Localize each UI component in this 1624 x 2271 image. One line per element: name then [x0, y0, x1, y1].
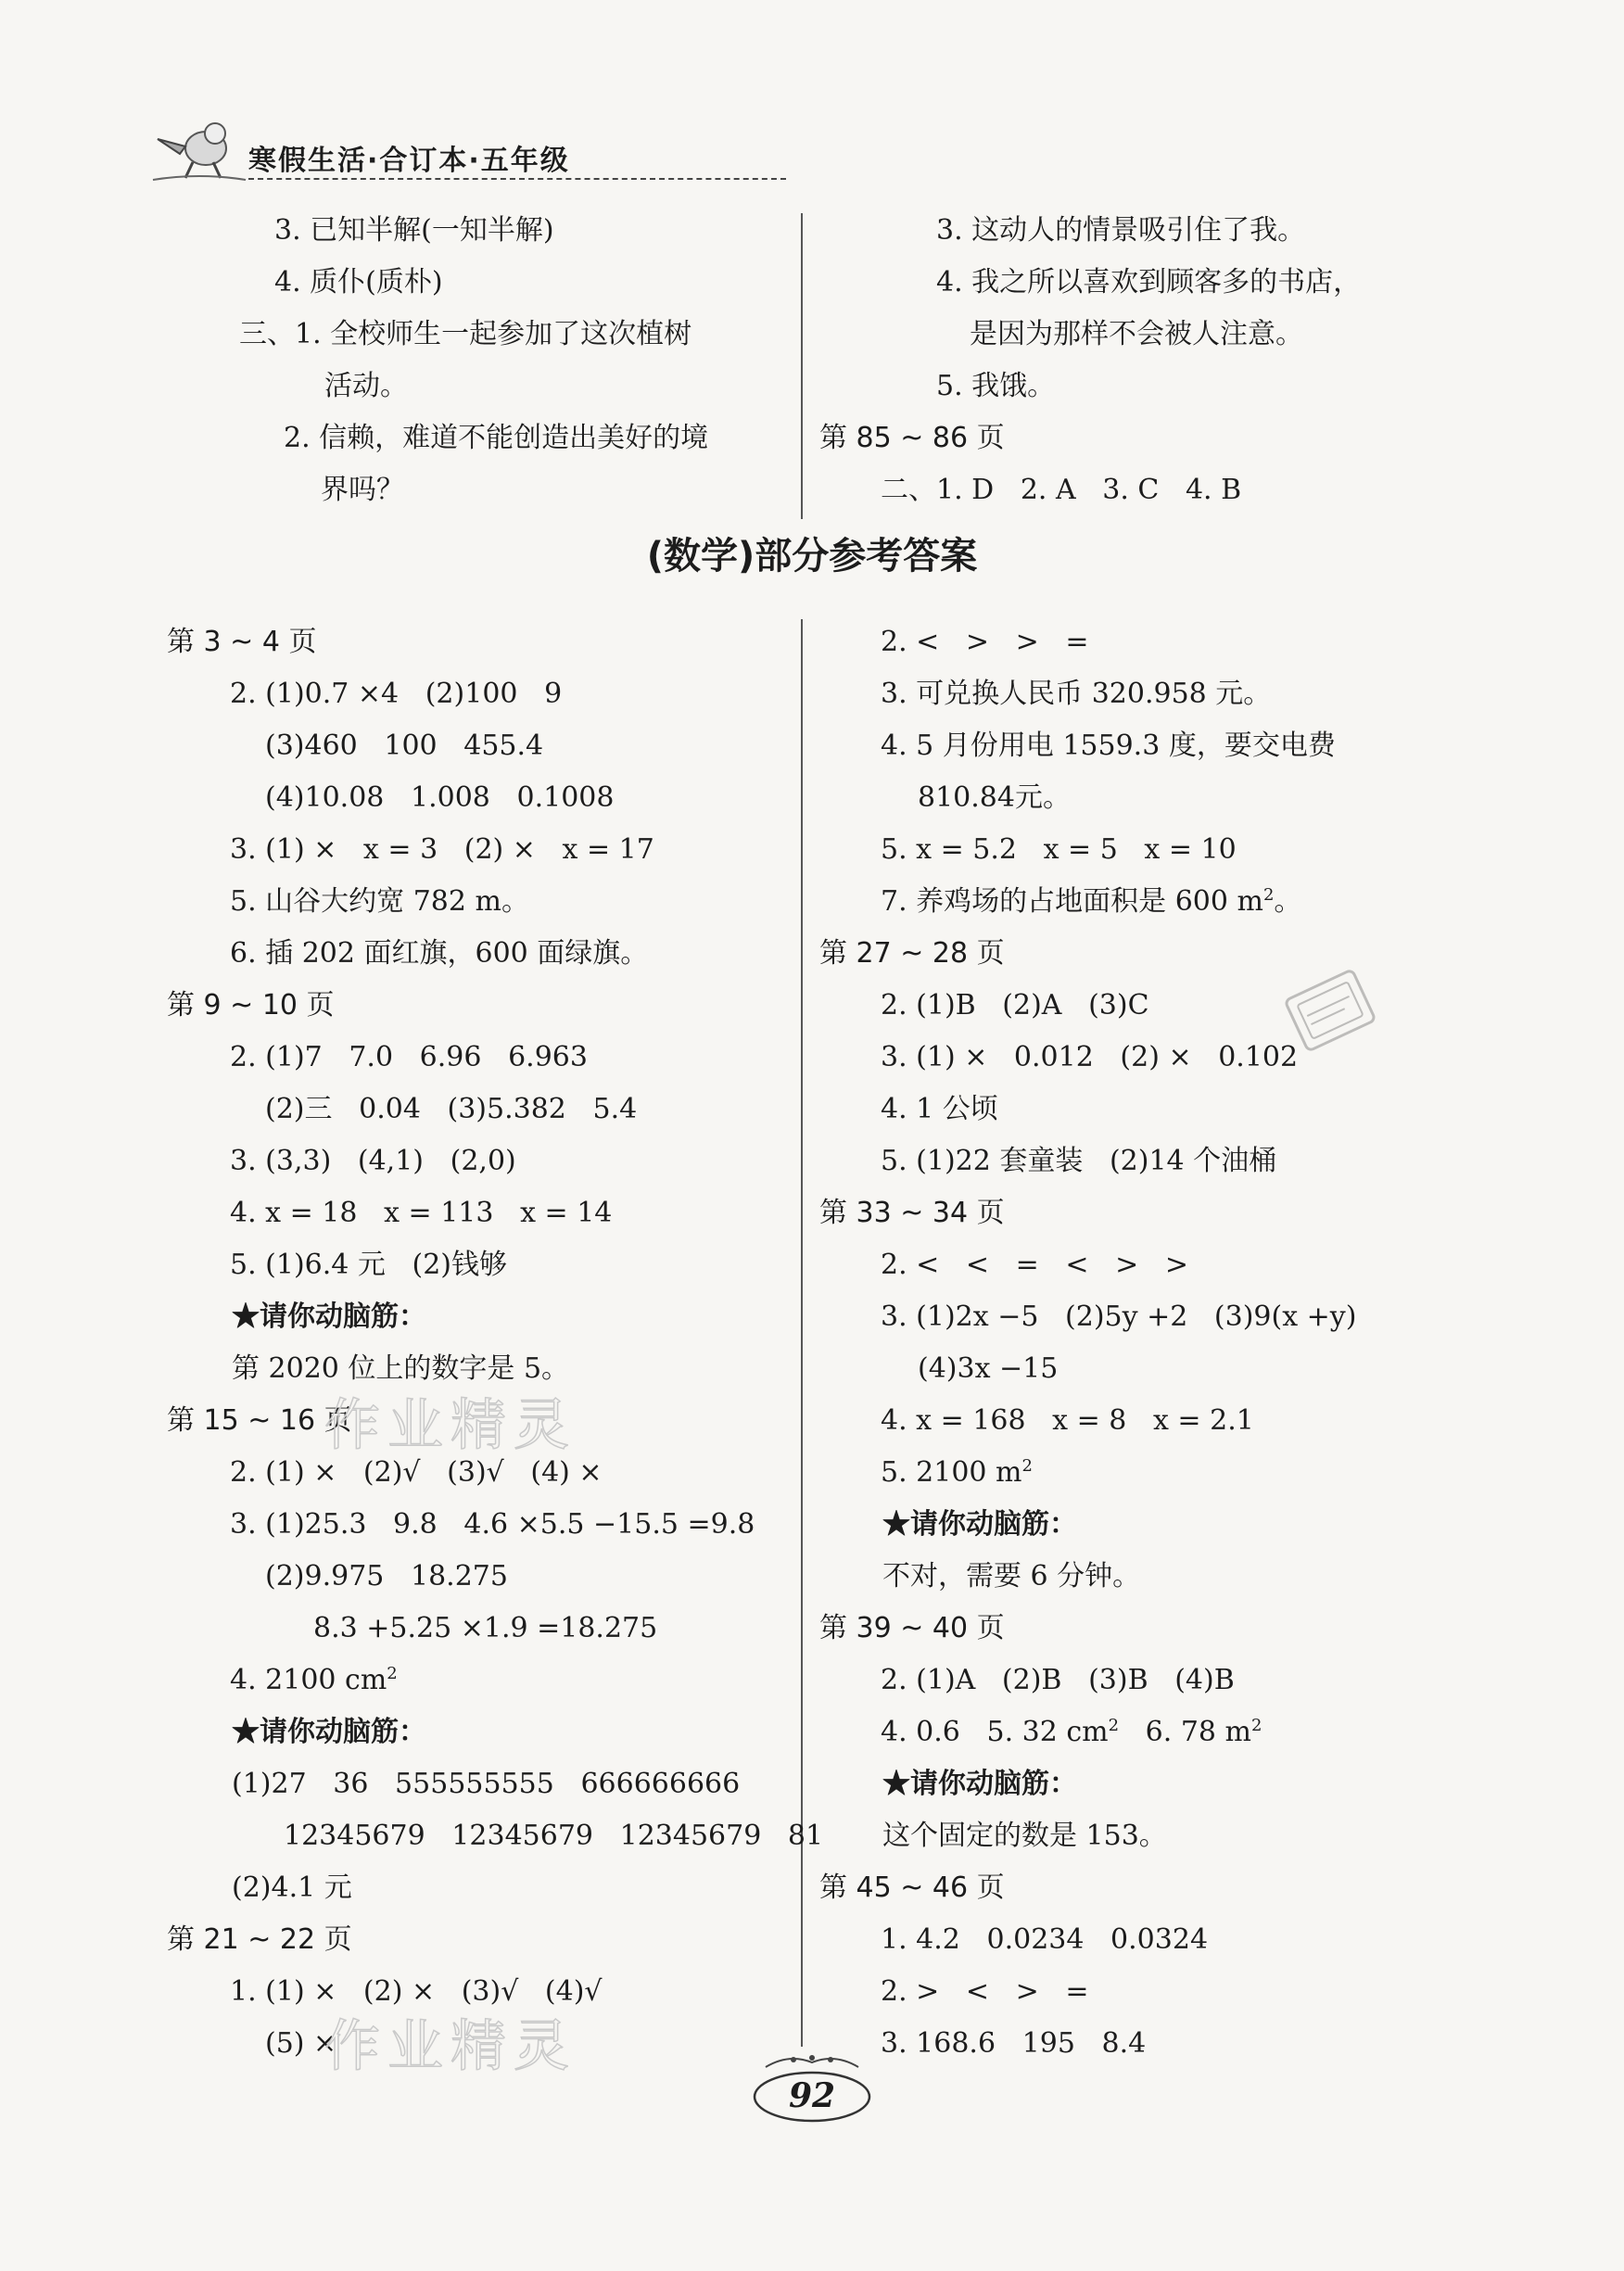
brain-teaser-label: ★请你动脑筋： — [882, 1768, 1077, 1800]
answer-line: 5. (1)22 套童装 (2)14 个油桶 — [881, 1145, 1277, 1177]
watermark: 作业精灵 — [324, 2014, 577, 2079]
answer-line: 1. 4.2 0.0234 0.0324 — [881, 1923, 1209, 1956]
answer-line: 2. 信赖，难道不能创造出美好的境 — [284, 422, 709, 454]
answer-line: 4. 0.6 5. 32 $cm^2$ 6. 78 $m^2$ — [881, 1716, 1262, 1748]
answer-line: 5. (1)6.4 元 (2)钱够 — [230, 1249, 508, 1281]
answer-line: 4. 2100 $cm^2$ — [230, 1664, 398, 1696]
answer-line: 2. (1)A (2)B (3)B (4)B — [881, 1664, 1235, 1696]
answer-line: 3. 已知半解(一知半解) — [274, 214, 554, 247]
brain-teaser-label: ★请你动脑筋： — [232, 1300, 426, 1333]
page-heading: 第 3 ~ 4 页 — [167, 626, 317, 658]
answer-line: 二、1. D 2. A 3. C 4. B — [881, 474, 1242, 506]
stamp-logo — [1279, 959, 1381, 1061]
answer-line: 3. 这动人的情景吸引住了我。 — [936, 214, 1306, 247]
answer-line: 2. < < = < > > — [881, 1249, 1189, 1281]
answer-line: 3. (3,3) (4,1) (2,0) — [230, 1145, 516, 1177]
answer-line: 4. x = 18 x = 113 x = 14 — [230, 1197, 613, 1229]
answer-line: 4. 5 月份用电 1559.3 度，要交电费 — [881, 730, 1336, 762]
answer-line: 2. < > > = — [881, 626, 1089, 658]
answer-line: 3. (1)2x −5 (2)5y +2 (3)9(x +y) — [881, 1300, 1357, 1333]
answer-line: 3. (1)25.3 9.8 4.6 ×5.5 −15.5 =9.8 — [230, 1508, 755, 1541]
answer-line: 不对，需要 6 分钟。 — [882, 1560, 1141, 1592]
answer-line: 6. 插 202 面红旗，600 面绿旗。 — [230, 937, 649, 970]
answer-line: 2. > < > = — [881, 1975, 1089, 2008]
answer-line: 2. (1) × (2)√ (3)√ (4) × — [230, 1456, 603, 1489]
answer-line: 810.84元。 — [918, 781, 1071, 814]
answer-line: 4. 1 公顷 — [881, 1093, 998, 1125]
page-header — [148, 111, 649, 185]
answer-line: 这个固定的数是 153。 — [882, 1820, 1167, 1852]
answer-line: 5. 2100 $m^2$ — [881, 1456, 1033, 1489]
page-number-text: 92 — [788, 2076, 836, 2115]
answer-line: 5. 山谷大约宽 782 m。 — [230, 885, 529, 918]
answer-line: 3. (1) × x = 3 (2) × x = 17 — [230, 833, 654, 866]
answer-line: (4)3x −15 — [918, 1352, 1059, 1385]
answer-line: (1)27 36 555555555 666666666 — [232, 1768, 741, 1800]
answer-line: (4)10.08 1.008 0.1008 — [265, 781, 615, 814]
answer-line: 5. 我饿。 — [936, 370, 1056, 402]
answer-line: 1. (1) × (2) × (3)√ (4)√ — [230, 1975, 603, 2008]
answer-line: 2. (1)0.7 ×4 (2)100 9 — [230, 678, 563, 710]
answer-line: 活动。 — [324, 370, 408, 402]
answer-line: 第 2020 位上的数字是 5。 — [232, 1352, 570, 1385]
page-heading: 第 85 ~ 86 页 — [819, 422, 1005, 454]
brain-teaser-label: ★请你动脑筋： — [232, 1716, 426, 1748]
watermark: 作业精灵 — [324, 1393, 577, 1458]
answer-line: (2)4.1 元 — [232, 1871, 352, 1904]
answer-line: 三、1. 全校师生一起参加了这次植树 — [239, 318, 692, 350]
page-number — [738, 2049, 886, 2132]
answer-line: 5. x = 5.2 x = 5 x = 10 — [881, 833, 1237, 866]
answer-line: 4. 质仆(质朴) — [274, 266, 443, 298]
page-heading: 第 9 ~ 10 页 — [167, 989, 335, 1021]
answer-line: (2)9.975 18.275 — [265, 1560, 508, 1592]
answer-line: 3. 可兑换人民币 320.958 元。 — [881, 678, 1272, 710]
header-rule — [248, 178, 786, 180]
answer-line: 4. 我之所以喜欢到顾客多的书店， — [936, 266, 1362, 298]
page-heading: 第 39 ~ 40 页 — [819, 1612, 1005, 1644]
page-heading: 第 15 ~ 16 页 — [167, 1404, 352, 1437]
page-heading: 第 27 ~ 28 页 — [819, 937, 1005, 970]
section-title: (数学)部分参考答案 — [646, 535, 978, 577]
answer-line: 8.3 +5.25 ×1.9 =18.275 — [313, 1612, 658, 1644]
answer-line: 4. x = 168 x = 8 x = 2.1 — [881, 1404, 1254, 1437]
answer-line: 2. (1)7 7.0 6.96 6.963 — [230, 1041, 588, 1073]
answer-line: (3)460 100 455.4 — [265, 730, 544, 762]
answer-line: 界吗？ — [321, 474, 404, 506]
answer-line: (2)三 0.04 (3)5.382 5.4 — [265, 1093, 638, 1125]
answer-line: 3. (1) × 0.012 (2) × 0.102 — [881, 1041, 1299, 1073]
answer-line: 3. 168.6 195 8.4 — [881, 2027, 1147, 2060]
page-heading: 第 33 ~ 34 页 — [819, 1197, 1005, 1229]
brain-teaser-label: ★请你动脑筋： — [882, 1508, 1077, 1541]
mascot-illustration — [148, 111, 250, 185]
answer-line: (5) × — [265, 2027, 337, 2060]
answer-line: 12345679 12345679 12345679 81 — [284, 1820, 824, 1852]
column-divider-top — [801, 213, 803, 519]
answer-line: 是因为那样不会被人注意。 — [970, 318, 1303, 350]
page-heading: 第 21 ~ 22 页 — [167, 1923, 352, 1956]
page-heading: 第 45 ~ 46 页 — [819, 1871, 1005, 1904]
header-title: 寒假生活·合订本·五年级 — [248, 145, 570, 177]
answer-line: 7. 养鸡场的占地面积是 600 $m^2$。 — [881, 885, 1302, 918]
answer-line: 2. (1)B (2)A (3)C — [881, 989, 1149, 1021]
